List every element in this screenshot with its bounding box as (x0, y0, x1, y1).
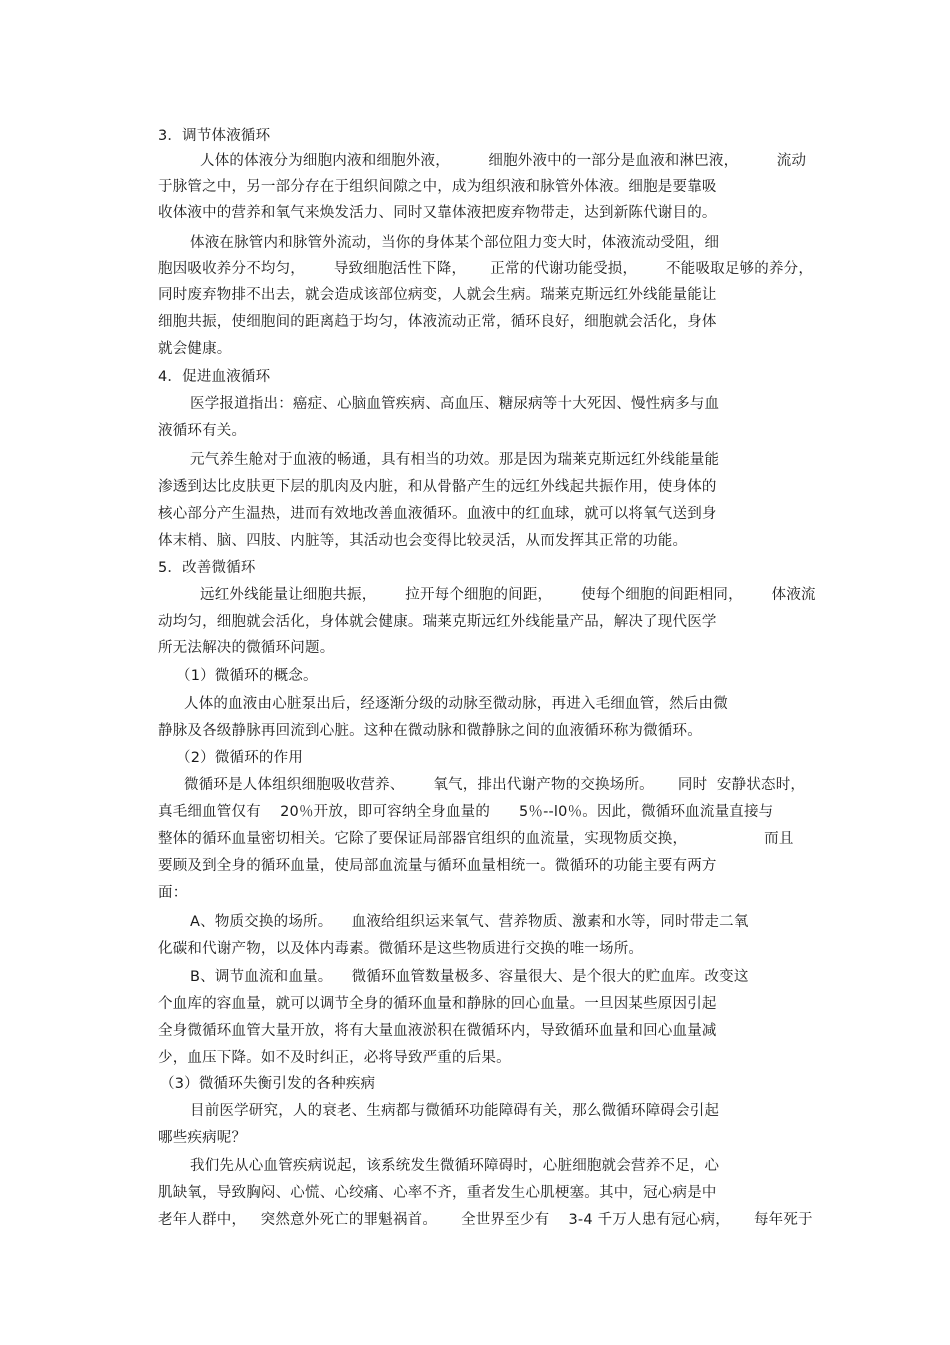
heading-4: 4．促进血液循环 (158, 369, 271, 385)
para-line: 微循环是人体组织细胞吸收营养、 氧气，排出代谢产物的交换场所。 同时 安静状态时， (184, 777, 806, 793)
para-line: B、调节血流和血量。 微循环血管数量极多、容量很大、是个很大的贮血库。改变这 (190, 969, 749, 985)
para-line: 液循环有关。 (158, 423, 247, 439)
para-line: 动均匀，细胞就会活化，身体就会健康。瑞莱克斯远红外线能量产品，解决了现代医学 (158, 614, 717, 630)
para-line: 就会健康。 (158, 341, 232, 357)
para-line: 真毛细血管仅有 20％开放，即可容纳全身血量的 5％--l0％。因此，微循环血流量直接与 (158, 804, 774, 820)
para-line: 哪些疾病呢？ (158, 1130, 247, 1146)
para-line: 收体液中的营养和氧气来焕发活力、同时又靠体液把废弃物带走，达到新陈代谢目的。 (158, 205, 717, 221)
heading-3: 3．调节体液循环 (158, 128, 271, 144)
para-line: 肌缺氧，导致胸闷、心慌、心绞痛、心率不齐，重者发生心肌梗塞。其中，冠心病是中 (158, 1185, 717, 1201)
para-line: 少，血压下降。如不及时纠正，必将导致严重的后果。 (158, 1050, 511, 1066)
para-line: A、物质交换的场所。 血液给组织运来氧气、营养物质、激素和水等，同时带走二氧 (190, 914, 749, 930)
para-line: 核心部分产生温热，进而有效地改善血液循环。血液中的红血球，就可以将氧气送到身 (158, 506, 717, 522)
para-line: 元气养生舱对于血液的畅通，具有相当的功效。那是因为瑞莱克斯远红外线能量能 (190, 452, 720, 468)
para-line: 所无法解决的微循环问题。 (158, 640, 335, 656)
heading-5: 5．改善微循环 (158, 560, 256, 576)
para-line: 于脉管之中，另一部分存在于组织间隙之中，成为组织液和脉管外体液。细胞是要靠吸 (158, 179, 717, 195)
para-line: 渗透到达比皮肤更下层的肌肉及内脏，和从骨骼产生的远红外线起共振作用，使身体的 (158, 479, 717, 495)
para-line: 目前医学研究，人的衰老、生病都与微循环功能障碍有关，那么微循环障碍会引起 (190, 1103, 720, 1119)
para-line: 全身微循环血管大量开放，将有大量血液淤积在微循环内，导致循环血量和回心血量减 (158, 1023, 717, 1039)
para-line: 体末梢、脑、四肢、内脏等，其活动也会变得比较灵活，从而发挥其正常的功能。 (158, 533, 688, 549)
para-line: 老年人群中， 突然意外死亡的罪魁祸首。 全世界至少有 3-4 千万人患有冠心病， 每年死于 (158, 1212, 813, 1228)
para-line: 个血库的容血量，就可以调节全身的循环血量和静脉的回心血量。一旦因某些原因引起 (158, 996, 717, 1012)
para-line: 同时废弃物排不出去，就会造成该部位病变，人就会生病。瑞莱克斯远红外线能量能让 (158, 287, 717, 303)
para-line: 人体的体液分为细胞内液和细胞外液， 细胞外液中的一部分是血液和淋巴液， 流动 (200, 153, 807, 169)
para-line: 面： (158, 885, 188, 901)
subheading: （1）微循环的概念。 (176, 668, 318, 684)
subheading: （2）微循环的作用 (176, 750, 304, 766)
para-line: 远红外线能量让细胞共振， 拉开每个细胞的间距， 使每个细胞的间距相同， 体液流 (200, 587, 816, 603)
para-line: 化碳和代谢产物，以及体内毒素。微循环是这些物质进行交换的唯一场所。 (158, 941, 644, 957)
para-line: 体液在脉管内和脉管外流动，当你的身体某个部位阻力变大时，体液流动受阻，细 (190, 235, 720, 251)
para-line: 细胞共振，使细胞间的距离趋于均匀，体液流动正常，循环良好，细胞就会活化，身体 (158, 314, 717, 330)
para-line: 我们先从心血管疾病说起，该系统发生微循环障碍时，心脏细胞就会营养不足，心 (190, 1158, 720, 1174)
para-line: 人体的血液由心脏泵出后，经逐渐分级的动脉至微动脉，再进入毛细血管，然后由微 (184, 696, 728, 712)
para-line: 静脉及各级静脉再回流到心脏。这种在微动脉和微静脉之间的血液循环称为微循环。 (158, 723, 702, 739)
para-line: 胞因吸收养分不均匀， 导致细胞活性下降， 正常的代谢功能受损， 不能吸取足够的养分， (158, 261, 814, 277)
para-line: 要顾及到全身的循环血量，使局部血流量与循环血量相统一。微循环的功能主要有两方 (158, 858, 717, 874)
para-line: 整体的循环血量密切相关。它除了要保证局部器官组织的血流量，实现物质交换， 而且 (158, 831, 794, 847)
subheading: （3）微循环失衡引发的各种疾病 (160, 1076, 376, 1092)
para-line: 医学报道指出：癌症、心脑血管疾病、高血压、糖尿病等十大死因、慢性病多与血 (190, 396, 720, 412)
